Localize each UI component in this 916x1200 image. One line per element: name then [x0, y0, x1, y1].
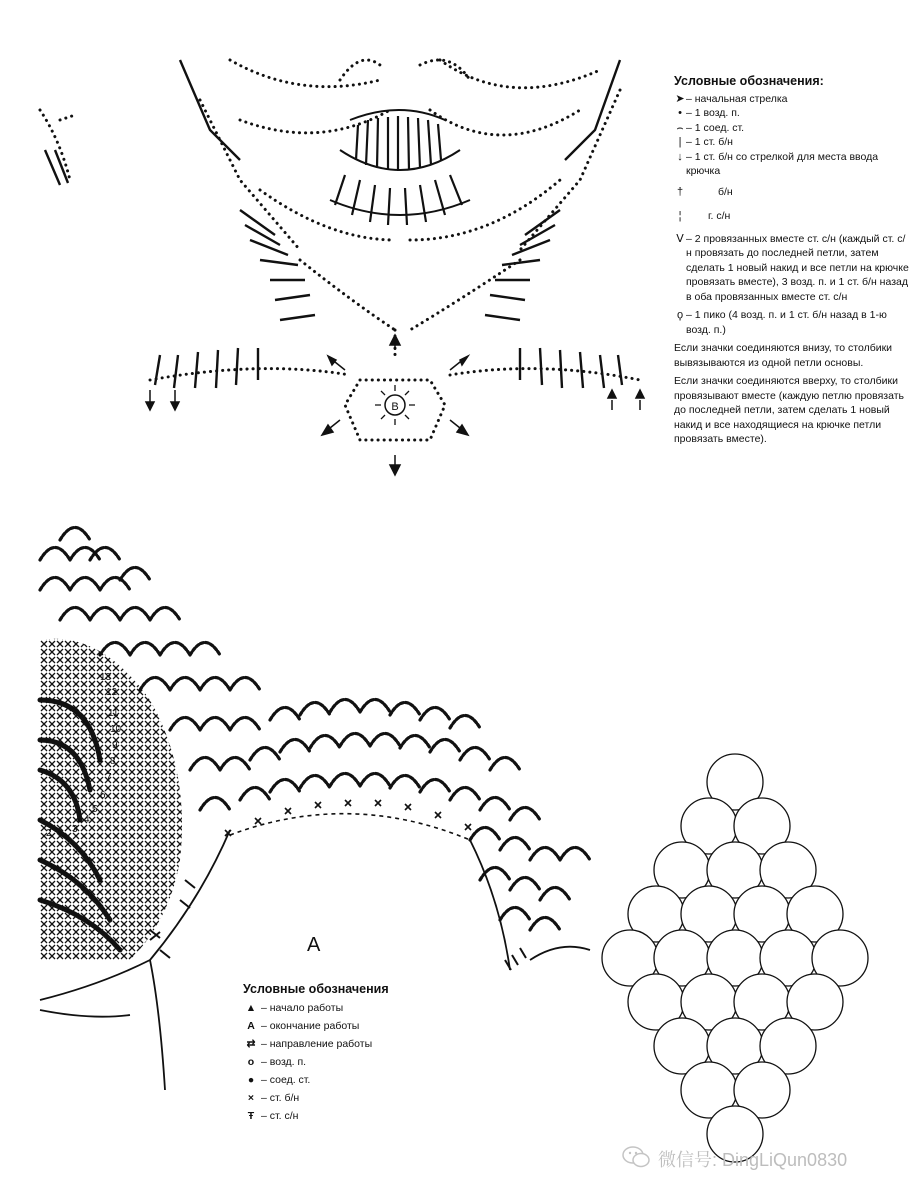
start-arrow-icon: ➤: [675, 92, 685, 105]
legend-item-label: – 2 провязанных вместе ст. с/н (каждый ст. с/н провязать до последней петли, затем сделать 1 новый накид и все петли на крючке провязать вместе), 3 возд. п. и 1 ст. б/н назад в оба провязанных вместе ст. с/н: [686, 232, 909, 303]
legend-item: [243, 1089, 443, 1107]
legend-item-label: – соед. ст.: [261, 1074, 311, 1086]
row-number: 6: [100, 790, 106, 801]
double-crochet-icon: Ŧ: [247, 1110, 255, 1122]
legend-item-label: – 1 пико (4 возд. п. и 1 ст. б/н назад в 1-ю возд. п.): [686, 309, 887, 336]
chain-oval-icon: o: [247, 1056, 255, 1068]
watermark-text: 微信号: DingLiQun0830: [658, 1150, 848, 1170]
legend-item: [674, 135, 910, 150]
circle-diamond-diagram: [602, 754, 868, 1162]
chain-dot-icon: •: [678, 107, 682, 119]
legend-top-title: Условные обозначения:: [674, 74, 824, 88]
legend-top: [674, 74, 910, 447]
row-number: 7: [106, 772, 112, 783]
legend-item: [674, 92, 910, 107]
legend-bottom-title: Условные обозначения: [243, 982, 389, 996]
wechat-icon: [622, 1145, 652, 1169]
legend-item: [674, 185, 910, 200]
legend-item: [243, 999, 443, 1017]
legend-item: [243, 1017, 443, 1035]
legend-item-label: – начало работы: [261, 1002, 344, 1014]
legend-item: [674, 209, 910, 224]
row-number: 4: [84, 814, 90, 825]
row-number: 2: [46, 828, 52, 839]
end-work-icon: A: [247, 1020, 255, 1032]
legend-item-label: б/н: [718, 185, 733, 198]
legend-item-label: – 1 ст. б/н: [686, 136, 733, 148]
work-direction-icon: ⇄: [246, 1038, 256, 1050]
legend-item-label: – окончание работы: [261, 1020, 360, 1032]
legend-item: [674, 150, 910, 179]
legend-item-label: – ст. с/н: [261, 1110, 299, 1122]
row-number: 9: [112, 740, 118, 751]
legend-item: [243, 1107, 443, 1125]
row-number: 12: [106, 687, 118, 698]
picot-icon: ϙ: [676, 309, 684, 321]
motif-diagram: [40, 60, 644, 475]
row-number: 11: [108, 708, 119, 719]
legend-item-label: – ст. б/н: [261, 1092, 300, 1104]
legend-note: Если значки соединяются внизу, то столбики вывязываются из одной петли основы.: [674, 342, 893, 369]
legend-item-label: – 1 соед. ст.: [686, 121, 745, 134]
cluster-icon: Ⅴ: [676, 232, 684, 245]
row-number: 5: [92, 804, 98, 815]
stitch-icon: ¦: [678, 210, 682, 222]
legend-item: [674, 121, 910, 136]
arc-label: A: [307, 934, 321, 956]
cross-stitch-icon: ×: [247, 1092, 255, 1104]
legend-item: [243, 1053, 443, 1071]
legend-item: [674, 106, 910, 121]
legend-item-label: – 1 ст. б/н со стрелкой для места ввода крючка: [686, 150, 879, 177]
legend-item: [674, 308, 910, 337]
row-number: 3: [72, 824, 78, 835]
slip-stitch-icon: ⌢: [676, 121, 684, 134]
single-crochet-arrow-icon: ↓: [677, 150, 683, 163]
stitch-icon: †: [676, 185, 684, 198]
legend-item-label: – начальная стрелка: [686, 92, 788, 105]
start-work-icon: ▲: [245, 1002, 257, 1014]
slip-dot-icon: ●: [247, 1074, 255, 1086]
legend-item: [243, 1035, 443, 1053]
legend-item-label: – 1 возд. п.: [686, 107, 740, 119]
motif-label: B: [391, 401, 399, 413]
legend-item-label: – возд. п.: [261, 1056, 307, 1068]
legend-item: [243, 1071, 443, 1089]
legend-bottom: [243, 980, 443, 1125]
row-number: 10: [110, 724, 122, 735]
row-number: 8: [110, 756, 116, 767]
legend-note: Если значки соединяются вверху, то столбики провязывают вместе (каждую петлю провязать до последней петли, затем сделать 1 новый накид и все находящиеся на крючке петли провязать вместе).: [674, 375, 905, 445]
single-crochet-icon: |: [678, 136, 682, 148]
legend-item-label: – направление работы: [261, 1038, 373, 1050]
row-number: 13: [100, 672, 112, 683]
legend-item: [674, 232, 910, 305]
legend-item-label: г. с/н: [708, 210, 731, 222]
